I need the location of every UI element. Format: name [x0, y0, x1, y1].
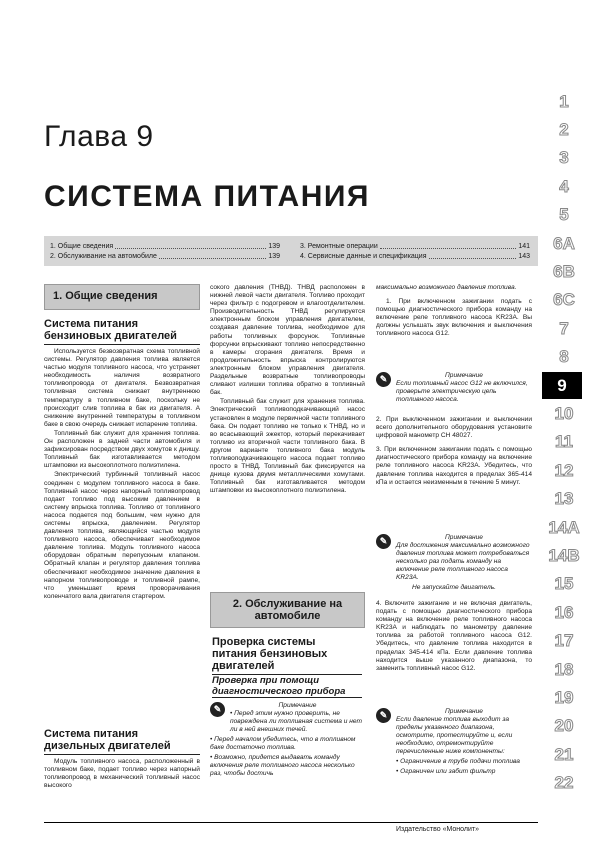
- chapter-tab[interactable]: 16: [546, 599, 582, 627]
- chapter-tab[interactable]: 2: [546, 116, 582, 144]
- footer-divider: [44, 822, 538, 823]
- page-title: СИСТЕМА ПИТАНИЯ: [44, 180, 370, 213]
- chapter-tab[interactable]: 6B: [546, 258, 582, 286]
- toc-item[interactable]: 2. Обслуживание на автомобиле 139: [50, 253, 280, 260]
- note-pencil-icon: ✎: [376, 534, 391, 549]
- paragraph: Топливный бак служит для хранения топлива. Он расположен в задней части автомобиля и зафиксирован посредством двух хомутов к днищу. Топливный бак изготавливается методом штамповки из высокоплотного полиэтилена.: [44, 429, 200, 470]
- note-block: [376, 534, 532, 592]
- chapter-tab[interactable]: 5: [546, 202, 582, 230]
- column-3-text: [376, 600, 532, 674]
- toc-item[interactable]: 3. Ремонтные операции 141: [300, 243, 530, 250]
- chapter-tab[interactable]: 6C: [546, 287, 582, 315]
- note-text: • Ограничение в трубе подачи топлива: [396, 758, 520, 765]
- note-title: Примечание: [278, 702, 317, 709]
- chapter-label: Глава 9: [44, 120, 154, 153]
- chapter-tab[interactable]: 18: [546, 656, 582, 684]
- chapter-tab[interactable]: 4: [546, 173, 582, 201]
- paragraph: Электрический турбинный топливный насос соединен с модулем топливного насоса в баке. Топливный насос через напорный топливопровод подает топливо под высоким давлением в систему впрыска топлива. Топливо от топливного насоса подается под большим, чем нужно для системы впрыска, давлением. Регулятор давления топлива, являющийся частью модуля топливного насоса, обеспечивает необходимое давление топлива. Модуль топливного насоса оборудован обратным перепускным клапаном. Обратный клапан и регулятор давления топлива обеспечивают необходимое значение давления в напорном топливопроводе и топливной рампе, что уменьшает время проворачивания коленчатого вала двигателя стартером.: [44, 471, 200, 600]
- note-text: Не запускайте двигатель.: [411, 584, 497, 591]
- note-title: Примечание: [445, 534, 483, 541]
- sub-subsection-heading: Проверка при помощи диагностического прибора: [212, 676, 362, 698]
- paragraph: 4. Включите зажигание и не включая двигатель, подать с помощью диагностического прибора команду на включение реле топливного насоса KR23A и наблюдать по манометру давление топлива за работой топливного насоса G12. Убедитесь, что давление топлива находится в пределах 345-414 кПа. Если давление топлива находится выше указанного диапазона, то заменить топливный насос G12.: [376, 600, 532, 672]
- chapter-tab[interactable]: 1: [546, 88, 582, 116]
- chapter-tab[interactable]: 20: [546, 713, 582, 741]
- section-1-heading: 1. Общие сведения: [44, 284, 200, 310]
- chapter-tab[interactable]: 17: [546, 627, 582, 655]
- chapter-tab[interactable]: 11: [546, 429, 582, 457]
- chapter-tab[interactable]: 15: [546, 571, 582, 599]
- column-1-text: [44, 348, 200, 602]
- chapter-tab[interactable]: 7: [546, 315, 582, 343]
- toc-item[interactable]: 1. Общие сведения 139: [50, 243, 280, 250]
- chapter-tab[interactable]: 22: [546, 769, 582, 797]
- subsection-heading: Система питания дизельных двигателей: [44, 728, 200, 755]
- note-text: Для достижения максимально возможного давления топлива может потребоваться несколько раз подать команду на включение реле топливного насоса KR23A.: [396, 542, 530, 581]
- publisher-footer: Издательство «Монолит»: [396, 826, 480, 833]
- note-pencil-icon: ✎: [376, 708, 391, 723]
- subsection-heading: Система питания бензиновых двигателей: [44, 318, 200, 345]
- chapter-tab[interactable]: 14B: [546, 542, 582, 570]
- chapter-tab[interactable]: 3: [546, 145, 582, 173]
- note-text: • Ограничен или забит фильтр: [396, 768, 496, 775]
- paragraph: 3. При включенном зажигании подать с помощью диагностического прибора команду на включение реле топливного насоса KR23A. Убедитесь, что давление топлива находится в пределах 365-414 кПа и остается неизменным в течение 5 минут.: [376, 446, 532, 486]
- section-2-heading: 2. Обслуживание на автомобиле: [210, 592, 365, 628]
- note-block: [376, 372, 532, 404]
- note-pencil-icon: ✎: [376, 372, 391, 387]
- note-pencil-icon: ✎: [210, 702, 225, 717]
- chapter-tab[interactable]: 13: [546, 485, 582, 513]
- paragraph: Модуль топливного насоса, расположенный в топливном баке, подает топливо через напорный топливопровод в механический топливный насос высокого: [44, 758, 200, 790]
- note-text: • Перед этим нужно проверить, не повреждена ли топливная система и нет ли в ней внешних течей.: [230, 710, 362, 733]
- paragraph: максимально возможного давления топлива.: [376, 284, 517, 291]
- paragraph: Топливный бак служит для хранения топлива. Электрический топливоподкачивающий насос установлен в модуле первичной части топливного бака. Он подает топливо не только к ТНВД, но и во всасывающий эжектор, который перекачивает топливо из вторичной части топливного бака. В другом варианте топливного бака модуль топливоподкачивающего насоса подает топливо просто в ТНВД. Топливный бак фиксируется на днище кузова двумя металлическими хомутами. Топливный бак изготавливается методом штамповки из высокоплотного полиэтилена.: [210, 398, 365, 495]
- chapter-tab[interactable]: 21: [546, 741, 582, 769]
- chapter-tabs: [546, 88, 582, 798]
- note-block: [210, 702, 365, 778]
- chapter-tab[interactable]: 6A: [546, 230, 582, 258]
- chapter-tab-active[interactable]: 9: [542, 372, 582, 400]
- chapter-tab[interactable]: 19: [546, 684, 582, 712]
- note-title: Примечание: [445, 372, 483, 379]
- paragraph: 2. При выключенном зажигании и выключении всего дополнительного оборудования установите цифровой манометр CH 48027.: [376, 416, 532, 440]
- paragraph: сокого давления (ТНВД). ТНВД расположен в нижней левой части двигателя. Топливо проходит через фильтр с подогревом и влагоотделителем. Производительность ТНВД регулируется электронным блоком управления двигателем, создавая давление топлива, необходимое для работы топливных форсунок. Топливные форсунки впрыскивают топливо непосредственно в камеры сгорания двигателя. Время и продолжительность впрыска контролируются электронным блоком управления двигателя. Раздельные возвратные топливопроводы сливают излишки топлива обратно в топливный бак.: [210, 284, 365, 397]
- note-title: Примечание: [445, 708, 483, 715]
- column-3-text: [376, 284, 532, 340]
- note-text: • Возможно, придется выдавать команду включения реле топливного насоса несколько раз, чтобы достичь: [210, 754, 355, 777]
- column-1-text-bottom: [44, 758, 200, 791]
- note-block: [376, 708, 532, 776]
- subsection-heading: Проверка системы питания бензиновых двигателей: [212, 636, 362, 675]
- chapter-tab[interactable]: 12: [546, 457, 582, 485]
- note-text: Если топливный насос G12 не включился, проверьте электрическую цепь топливного насоса.: [396, 380, 528, 403]
- note-text: • Перед началом убедитесь, что в топливном баке достаточно топлива.: [210, 736, 356, 751]
- paragraph: Используется безвозвратная схема топливной системы. Регулятор давления топлива является частью модуля топливного насоса, что устраняет необходимость наличия возвратного топливопровода от двигателя. Безвозвратная топливная система снижает внутреннюю температуру в топливном баке, поскольку не происходит слив топлива в бак из двигателя. А снижение внутренней температуры в топливном баке в свою очередь снижает испарение топлива.: [44, 348, 200, 428]
- table-of-contents: [44, 236, 538, 266]
- chapter-tab[interactable]: 8: [546, 344, 582, 372]
- column-3-text: [376, 416, 532, 488]
- column-2-text: [210, 284, 365, 496]
- chapter-tab[interactable]: 10: [546, 400, 582, 428]
- chapter-tab[interactable]: 14A: [546, 514, 582, 542]
- paragraph: 1. При включенном зажигании подать с помощью диагностического прибора команду на включение реле топливного насоса KR23A. Вы должны услышать звук включения и выключения топливного насоса G12.: [376, 298, 532, 338]
- toc-item[interactable]: 4. Сервисные данные и спецификация 143: [300, 253, 530, 260]
- note-text: Если давление топлива выходит за пределы указанного диапазона, осмотрите, протестируйте и, если необходимо, отремонтируйте перечисленные ниже компоненты:: [396, 716, 513, 755]
